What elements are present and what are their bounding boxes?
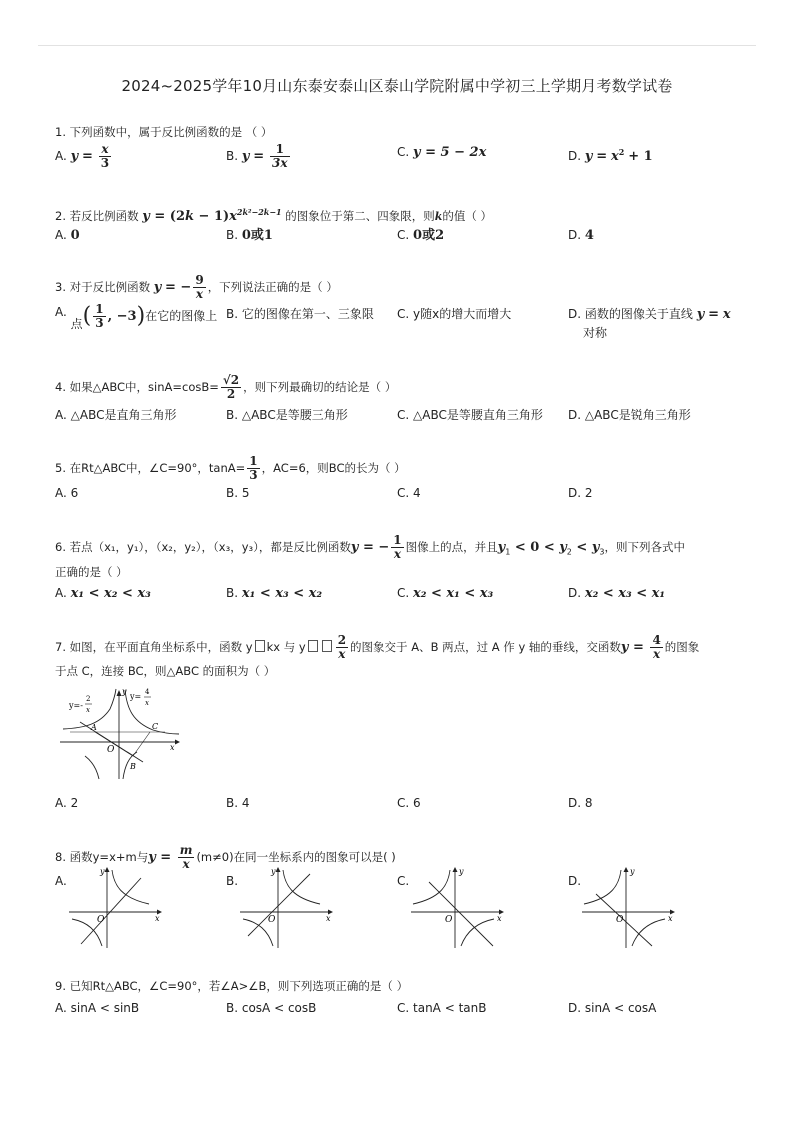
svg-text:O: O (445, 915, 453, 925)
svg-text:O: O (97, 915, 105, 925)
svg-text:A: A (91, 723, 97, 732)
q8-graph-b[interactable] (238, 864, 338, 950)
svg-text:x: x (170, 743, 175, 752)
q3-option-d-line2: 对称 (583, 326, 608, 340)
svg-text:x: x (86, 706, 90, 714)
q1-option-d[interactable]: D. $y = x^2 + 1$ (568, 147, 653, 164)
q2-option-c[interactable]: C. 0或2 (397, 228, 445, 243)
q1-option-a[interactable]: A. y = $\frac{x}{3}$ (55, 142, 110, 170)
question-7: 7. 如图，在平面直角坐标系中，函数 y kx 与 y $\frac{2}{x}$ 的图象交于 A、B 两点，过 A 作 y 轴的垂线，交函数y = $\frac{4}{x}$ 的图象 于点 C，连接 BC，则△ABC 的面积为（ ） (55, 633, 700, 678)
q5-option-c[interactable]: C. 4 (397, 486, 421, 500)
svg-text:y=: y= (130, 692, 142, 701)
svg-text:x: x (668, 914, 673, 923)
q3-option-c[interactable]: C. y随x的增大而增大 (397, 307, 512, 321)
q7-option-d[interactable]: D. 8 (568, 796, 593, 810)
question-1 (55, 122, 745, 142)
missing-glyph-icon (322, 640, 332, 652)
svg-text:y: y (100, 867, 105, 876)
q2-option-a[interactable]: A. 0 (55, 228, 80, 243)
q9-option-d[interactable]: D. sinA < cosA (568, 1001, 657, 1015)
q6-option-a[interactable]: A. x₁ < x₂ < x₃ (55, 586, 151, 601)
q8-option-b[interactable]: B. (226, 874, 239, 888)
svg-text:O: O (616, 915, 624, 925)
q6-option-d[interactable]: D. x₂ < x₃ < x₁ (568, 586, 666, 601)
q6-option-c[interactable]: C. x₂ < x₁ < x₃ (397, 586, 494, 601)
svg-text:y=-: y=- (69, 701, 83, 710)
q6-option-b[interactable]: B. x₁ < x₃ < x₂ (226, 586, 323, 601)
svg-text:x: x (145, 699, 149, 707)
q2-option-b[interactable]: B. 0或1 (226, 228, 273, 243)
svg-text:x: x (155, 914, 160, 923)
svg-text:B: B (130, 762, 136, 771)
q8-graph-c[interactable] (409, 864, 509, 950)
svg-text:4: 4 (145, 688, 150, 696)
svg-text:y: y (630, 867, 635, 876)
svg-text:2: 2 (86, 695, 91, 703)
question-1-stem: 1. 下列函数中，属于反比例函数的是 （ ） (55, 125, 273, 139)
svg-text:O: O (107, 745, 115, 755)
q7-option-b[interactable]: B. 4 (226, 796, 250, 810)
q7-figure (55, 684, 185, 784)
q8-option-c[interactable]: C. (397, 874, 410, 888)
q3-option-a[interactable]: A. 点( $\frac{1}{3}$ , −3)在它的图像上 (55, 302, 218, 331)
q4-option-d[interactable]: D. △ABC是锐角三角形 (568, 408, 691, 422)
q4-option-a[interactable]: A. △ABC是直角三角形 (55, 408, 177, 422)
q9-option-c[interactable]: C. tanA < tanB (397, 1001, 487, 1015)
q9-option-b[interactable]: B. cosA < cosB (226, 1001, 317, 1015)
q8-graph-a[interactable] (67, 864, 167, 950)
svg-text:C: C (152, 722, 159, 731)
q8-option-d[interactable]: D. (568, 874, 582, 888)
q5-option-b[interactable]: B. 5 (226, 486, 250, 500)
question-5: 5. 在Rt△ABC中，∠C=90°，tanA= $\frac{1}{3}$ ，AC=6，则BC的长为（ ） (55, 454, 406, 482)
missing-glyph-icon (308, 640, 318, 652)
q9-option-a[interactable]: A. sinA < sinB (55, 1001, 140, 1015)
question-4: 4. 如果△ABC中，sinA=cosB= $\frac{√2}{2}$ ，则下列最确切的结论是（ ） (55, 373, 397, 401)
q5-option-d[interactable]: D. 2 (568, 486, 593, 500)
missing-glyph-icon (255, 640, 265, 652)
q3-option-d[interactable]: D. 函数的图像关于直线 y = x (568, 307, 731, 322)
q1-option-c[interactable]: C. y = 5 − 2x (397, 145, 487, 160)
q8-option-a[interactable]: A. (55, 874, 67, 888)
question-3: 3. 对于反比例函数 y = − $\frac{9}{x}$ ，下列说法正确的是（ ） (55, 273, 338, 301)
question-9: 9. 已知Rt△ABC，∠C=90°，若∠A>∠B，则下列选项正确的是（ ） (55, 979, 409, 993)
svg-text:y: y (122, 687, 127, 696)
q7-option-c[interactable]: C. 6 (397, 796, 421, 810)
header-rule (38, 45, 756, 46)
question-8: 8. 函数y=x+m与y = $\frac{m}{x}$ (m≠0)在同一坐标系内的图象可以是( ) (55, 843, 396, 871)
page-title: 2024~2025学年10月山东泰安泰山区泰山学院附属中学初三上学期月考数学试卷 (121, 77, 673, 95)
svg-text:O: O (268, 915, 276, 925)
q7-option-a[interactable]: A. 2 (55, 796, 79, 810)
q3-option-b[interactable]: B. 它的图像在第一、三象限 (226, 307, 374, 321)
q4-option-c[interactable]: C. △ABC是等腰直角三角形 (397, 408, 543, 422)
q5-option-a[interactable]: A. 6 (55, 486, 79, 500)
svg-text:x: x (326, 914, 331, 923)
q8-graph-d[interactable] (580, 864, 680, 950)
q4-option-b[interactable]: B. △ABC是等腰三角形 (226, 408, 348, 422)
svg-text:y: y (271, 867, 276, 876)
question-2: 2. 若反比例函数 $y = (2k - 1)x^{2k^2-2k-1}$ 的图象位于第二、四象限，则k的值（ ） (55, 207, 493, 224)
question-6: 6. 若点（x₁，y₁），（x₂，y₂），（x₃，y₃），都是反比例函数y = − $\frac{1}{x}$ 图像上的点，并且$y_1 < 0 < y_2 < y_3$，则下列各式中 正确的是（ ） (55, 533, 685, 579)
q1-option-b[interactable]: B. y = $\frac{1}{3x}$ (226, 142, 288, 170)
q2-option-d[interactable]: D. 4 (568, 228, 594, 243)
svg-text:x: x (497, 914, 502, 923)
svg-text:y: y (459, 867, 464, 876)
